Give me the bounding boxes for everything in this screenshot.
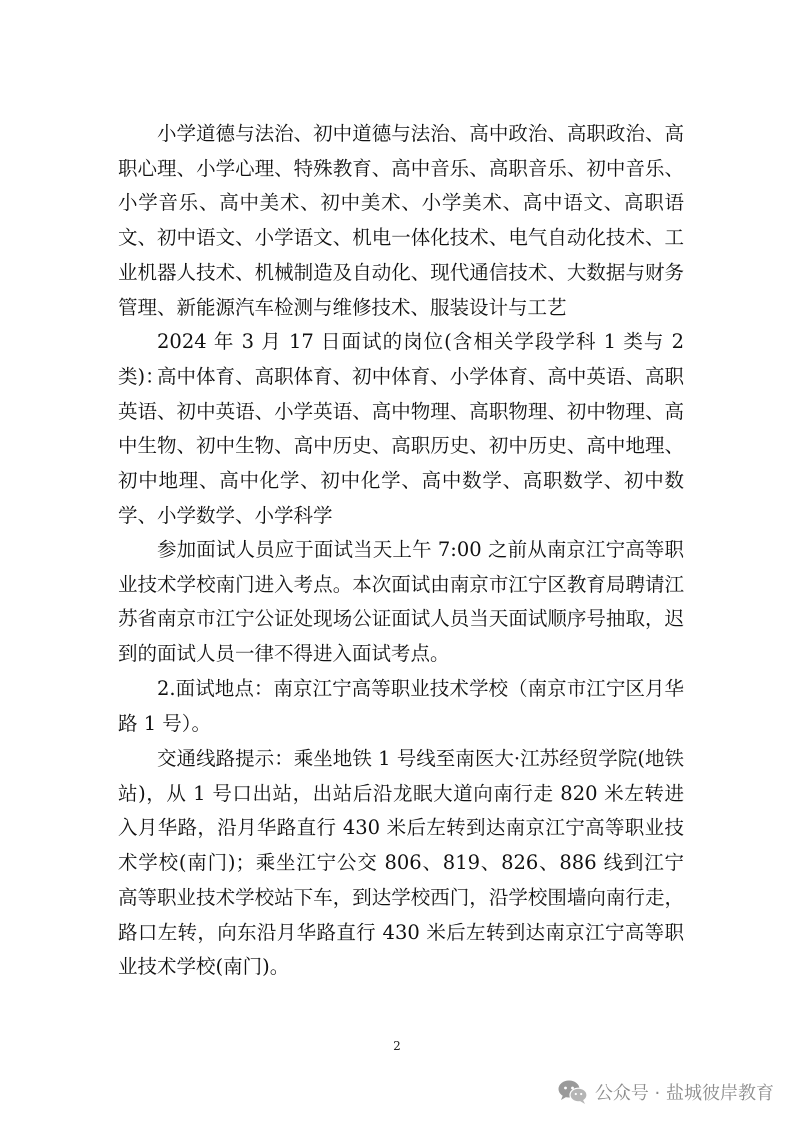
paragraph-transport-directions: 交通线路提示：乘坐地铁 1 号线至南医大·江苏经贸学院(地铁站)，从 1 号口出站，出站后沿龙眠大道向南行走 820 米左转进入月华路，沿月华路直行 430 米后左转到达南京江宁高等职业技术学校(南门)；乘坐江宁公交 806、819、826、886 线到江宁高等职业技术学校站下车，到达学校西门，沿学校围墙向南行走，路口左转，向东沿月华路直行 430 米后左转到达南京江宁高等职业技术学校(南门)。 bbox=[118, 747, 684, 979]
watermark-text: 公众号 · 盐城彼岸教育 bbox=[594, 1083, 774, 1104]
paragraph-interview-location: 2.面试地点：南京江宁高等职业技术学校（南京市江宁区月华路 1 号）。 bbox=[118, 677, 684, 735]
paragraph-march-17-heading: 2024 年 3 月 17 日面试的岗位(含相关学段学科 1 类与 2 类)： bbox=[118, 330, 684, 388]
paragraph-positions-first-day-list: 小学道德与法治、初中道德与法治、高中政治、高职政治、高职心理、小学心理、特殊教育、高中音乐、高职音乐、初中音乐、小学音乐、高中美术、初中美术、小学美术、高中语文、高职语文、初中语文、小学语文、机电一体化技术、电气自动化技术、工业机器人技术、机械制造及自动化、现代通信技术、大数据与财务管理、新能源汽车检测与维修技术、服装设计与工艺 bbox=[118, 122, 684, 319]
paragraph-march-17-list: 高中体育、高职体育、初中体育、小学体育、高中英语、高职英语、初中英语、小学英语、高中物理、高职物理、初中物理、高中生物、初中生物、高中历史、高职历史、初中历史、高中地理、初中地理、高中化学、初中化学、高中数学、高职数学、初中数学、小学数学、小学科学 bbox=[118, 365, 684, 527]
wechat-watermark bbox=[557, 1076, 774, 1108]
paragraph-attendance-notice: 参加面试人员应于面试当天上午 7:00 之前从南京江宁高等职业技术学校南门进入考点。本次面试由南京市江宁区教育局聘请江苏省南京市江宁公证处现场公证面试人员当天面试顺序号抽取，迟到的面试人员一律不得进入面试考点。 bbox=[118, 538, 684, 666]
page-number: 2 bbox=[393, 1039, 401, 1053]
wechat-icon bbox=[557, 1079, 589, 1105]
